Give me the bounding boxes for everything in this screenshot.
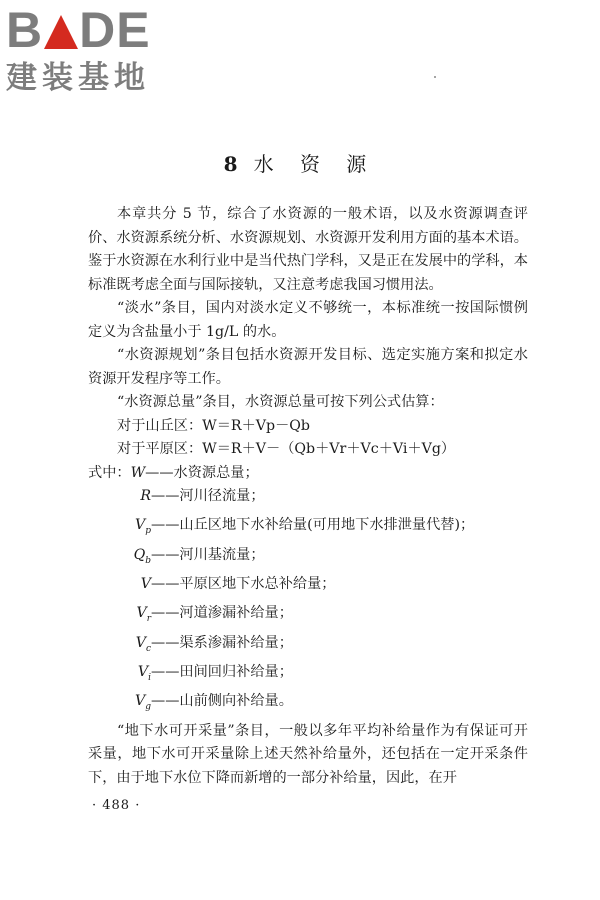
definition-item xyxy=(88,632,528,661)
definition-item xyxy=(88,690,528,719)
definition-symbol: $V_r$ xyxy=(136,605,151,625)
logo-text-end: DE xyxy=(79,2,151,58)
paragraph-total: “水资源总量”条目，水资源总量可按下列公式估算： xyxy=(117,394,444,410)
definition-symbol: $Q_b$ xyxy=(133,546,151,566)
definitions-lead-text: 式中： xyxy=(88,464,131,481)
logo-text-start: B xyxy=(6,2,44,58)
definition-text: ——平原区地下水总补给量； xyxy=(151,575,336,592)
paragraph-fresh-water: “淡水”条目，国内对淡水定义不够统一，本标准统一按国际惯例定义为含盐量小于 1g/L 的水。 xyxy=(88,300,528,340)
paragraph-intro: 本章共分 5 节，综合了水资源的一般术语，以及水资源调查评价、水资源系统分析、水资源规划、水资源开发利用方面的基本术语。鉴于水资源在水利行业中是当代热门学科，又是正在发展中的学科，本标准既考虑全面与国际接轨，又注意考虑我国习惯用法。 xyxy=(88,206,528,293)
definition-item xyxy=(88,514,528,543)
definition-symbol: R xyxy=(140,488,151,504)
formula-plain: 对于平原区：W＝R＋V－（Qb＋Vr＋Vc＋Vi＋Vg） xyxy=(117,441,456,457)
definition-symbol: $V_g$ xyxy=(134,693,151,713)
definition-item xyxy=(88,573,528,602)
definition-text: ——水资源总量； xyxy=(145,464,259,481)
definition-text: ——山丘区地下水补给量(可用地下水排泄量代替)； xyxy=(151,517,475,534)
chapter-heading xyxy=(0,148,600,177)
formula-hilly: 对于山丘区：W＝R＋Vp－Qb xyxy=(117,417,310,434)
definition-text: ——田间回归补给量； xyxy=(151,663,293,680)
body-text xyxy=(88,203,528,790)
logo-triangle-icon xyxy=(44,15,78,49)
logo xyxy=(6,2,176,96)
definition-symbol: V xyxy=(140,575,151,592)
definition-item xyxy=(88,602,528,631)
definition-symbol: $V_i$ xyxy=(137,663,151,683)
definition-symbol: $V_c$ xyxy=(135,634,151,654)
paragraph-groundwater: “地下水可开采量”条目，一般以多年平均补给量作为有保证可开采量，地下水可开采量除上述天然补给量外，还包括在一定开采条件下，由于地下水位下降而新增的一部分补给量，因此，在开 xyxy=(88,722,528,786)
definitions-lead xyxy=(88,462,528,486)
definition-text: ——河道渗漏补给量； xyxy=(151,605,293,622)
definition-item xyxy=(88,661,528,690)
definition-symbol: $V_p$ xyxy=(134,517,151,537)
definition-symbol: W xyxy=(130,464,146,481)
definition-text: ——山前侧向补给量。 xyxy=(151,693,293,710)
chapter-number: 8 xyxy=(223,152,248,176)
definition-item xyxy=(88,485,528,514)
page-number: · 488 · xyxy=(92,798,141,813)
logo-chinese-text: 建装基地 xyxy=(6,60,150,96)
paragraph-planning: “水资源规划”条目包括水资源开发目标、选定实施方案和拟定水资源开发程序等工作。 xyxy=(88,347,528,387)
definition-item xyxy=(88,544,528,573)
chapter-title: 水 资 源 xyxy=(253,152,377,176)
definition-text: ——渠系渗漏补给量； xyxy=(151,634,293,651)
definition-text: ——河川径流量； xyxy=(151,488,265,504)
speck xyxy=(434,76,436,78)
definition-text: ——河川基流量； xyxy=(151,546,265,563)
